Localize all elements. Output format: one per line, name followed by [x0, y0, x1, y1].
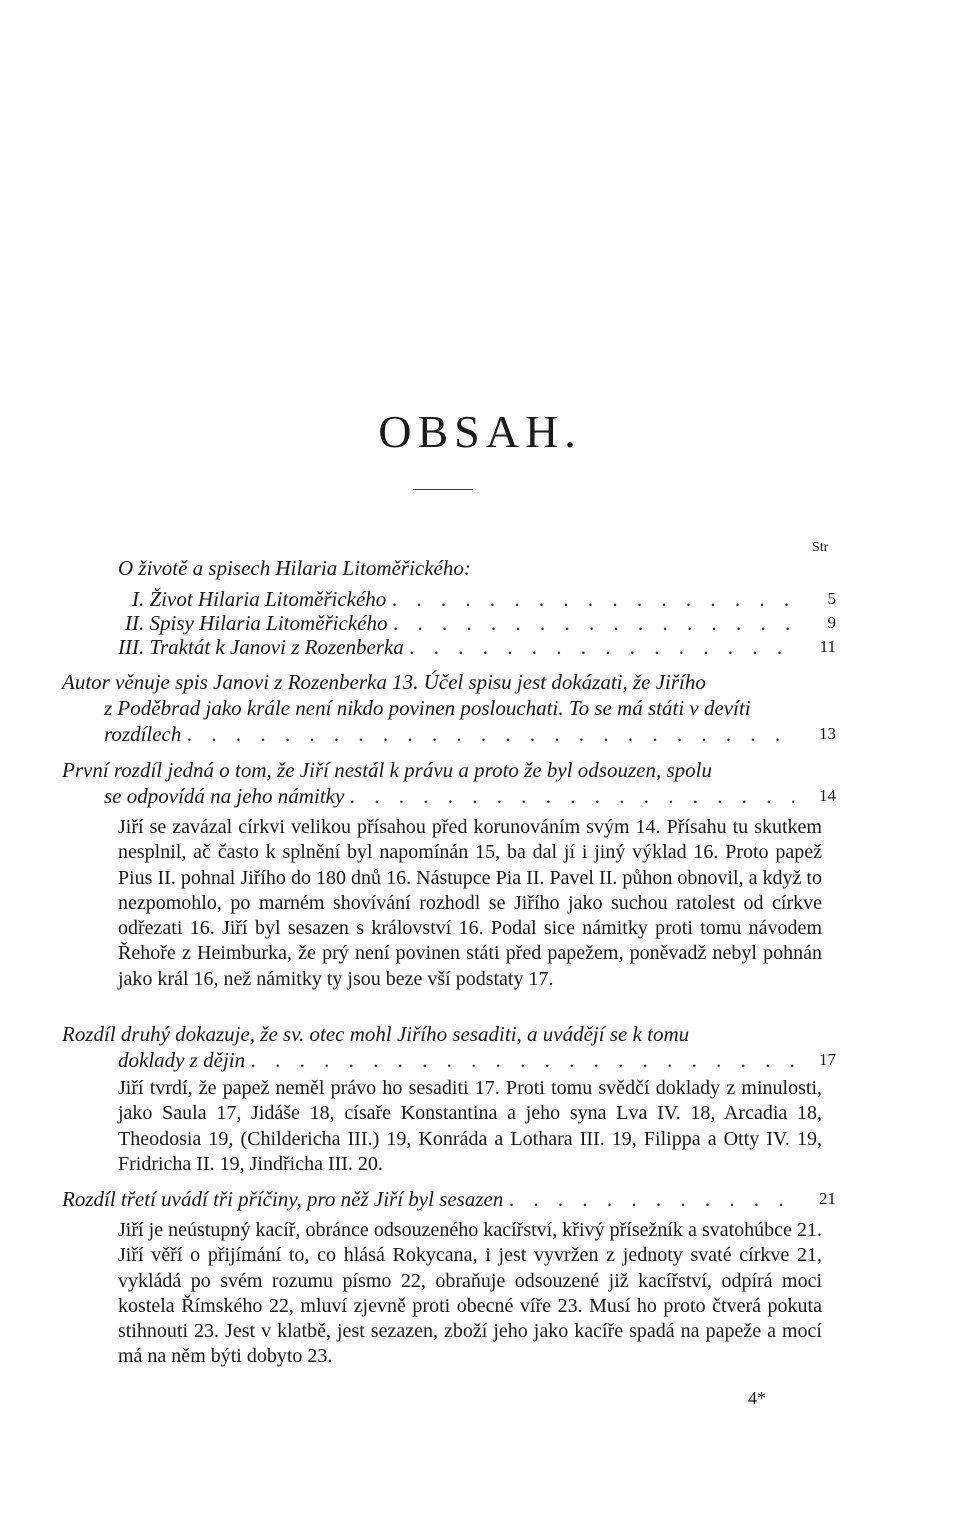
section-summary-2: Jiří tvrdí, že papež neměl právo ho sesaditi 17. Proti tomu svědčí doklady z minulosti, jako Saula 17, Jidáše 18, císaře Konstantina a jeho syna Lva IV. 18, Arcadia 18, Theodosia 19, (Childericha III.) 19, Konráda a Lothara III. 19, Filippa a Otty IV. 19, Fridricha II. 19, Jindřicha III. 20.: [118, 1077, 822, 1175]
page-title: OBSAH.: [378, 406, 582, 457]
toc-entry-label: se odpovídá na jeho námitky: [104, 784, 345, 808]
toc-entry[interactable]: [118, 1048, 800, 1072]
leader-dots: [509, 1187, 794, 1211]
toc-entry-page: 11: [819, 637, 836, 656]
toc-entry-label: I. Život Hilaria Litoměřického: [132, 587, 387, 611]
leader-dots: [393, 611, 790, 635]
leader-dots: [350, 784, 794, 808]
toc-entry[interactable]: [104, 784, 800, 808]
toc-entry-page: 5: [827, 589, 836, 608]
signature-mark: 4*: [748, 1388, 766, 1408]
autor-line-1: Autor věnuje spis Janovi z Rozenberka 13. Účel spisu jest dokázati, že Jiřího: [62, 670, 706, 694]
leader-dots: [187, 722, 794, 746]
page-column-label: Str: [812, 540, 829, 555]
section-heading-1: První rozdíl jedná o tom, že Jiří nestál k právu a proto že byl odsouzen, spolu: [62, 758, 712, 782]
leader-dots: [251, 1048, 794, 1072]
leader-dots: [410, 635, 790, 659]
toc-entry[interactable]: [118, 635, 796, 659]
toc-entry[interactable]: [104, 722, 800, 746]
leader-dots: [392, 587, 790, 611]
toc-entry-page: 21: [819, 1189, 836, 1208]
section-summary-3: Jiří je neústupný kacíř, obránce odsouzeného kacířství, křivý přísežník a svatohúbce 21. Jiří věří o přijímání to, co hlásá Rokycana, i jest vyvržen z jednoty svaté církve 21, vykládá po svém rozumu písmo 22, obraňuje odsouzené již kacířství, odpírá moci kostela Římského 22, mluví zjevně proti obecné víře 23. Musí ho proto čtverá pokuta stihnouti 23. Jest v klatbě, jest sezazen, zboží jeho jako kacíře spadá na papeže a mocí má na něm býti dobyto 23.: [118, 1219, 822, 1368]
toc-entry[interactable]: [132, 587, 796, 611]
toc-entry-page: 9: [827, 613, 836, 632]
toc-entry-page: 17: [819, 1050, 836, 1069]
toc-entry-label: doklady z dějin: [118, 1048, 246, 1072]
toc-entry[interactable]: [125, 611, 796, 635]
toc-entry-label: Rozdíl třetí uvádí tři příčiny, pro něž Jiří byl sesazen: [62, 1187, 504, 1211]
toc-entry[interactable]: [62, 1187, 800, 1211]
toc-entry-label: III. Traktát k Janovi z Rozenberka: [118, 635, 404, 659]
toc-entry-label: rozdílech: [104, 722, 182, 746]
section-heading-2: Rozdíl druhý dokazuje, že sv. otec mohl Jiřího sesaditi, a uvádějí se k tomu: [62, 1022, 690, 1046]
toc-entry-page: 14: [819, 786, 836, 805]
intro-heading: O životě a spisech Hilaria Litoměřického:: [118, 556, 471, 580]
title-rule: [413, 489, 473, 490]
toc-entry-page: 13: [819, 724, 836, 743]
autor-line-2: z Poděbrad jako krále není nikdo povinen poslouchati. To se má státi v devíti: [104, 696, 751, 720]
section-summary-1: Jiří se zavázal církvi velikou přísahou před korunováním svým 14. Přísahu tu skutkem nesplnil, ač často k splnění byl napomínán 15, ba dal jí i jiný výklad 16. Proto papež Pius II. pohnal Jiřího do 180 dnů 16. Nástupce Pia II. Pavel II. půhon obnovil, a když to nezpomohlo, po marném shovívání rozhodl se Jiřího jako suchou ratolest od církve odřezati 16. Jiří byl sesazen s království 16. Podal sice námitky proti tomu návodem Řehoře z Heimburka, že prý není povinen státi před papežem, poněvadž nebyl pohnán jako král 16, než námitky ty jsou beze vší podstaty 17.: [118, 816, 822, 990]
toc-entry-label: II. Spisy Hilaria Litoměřického: [125, 611, 388, 635]
